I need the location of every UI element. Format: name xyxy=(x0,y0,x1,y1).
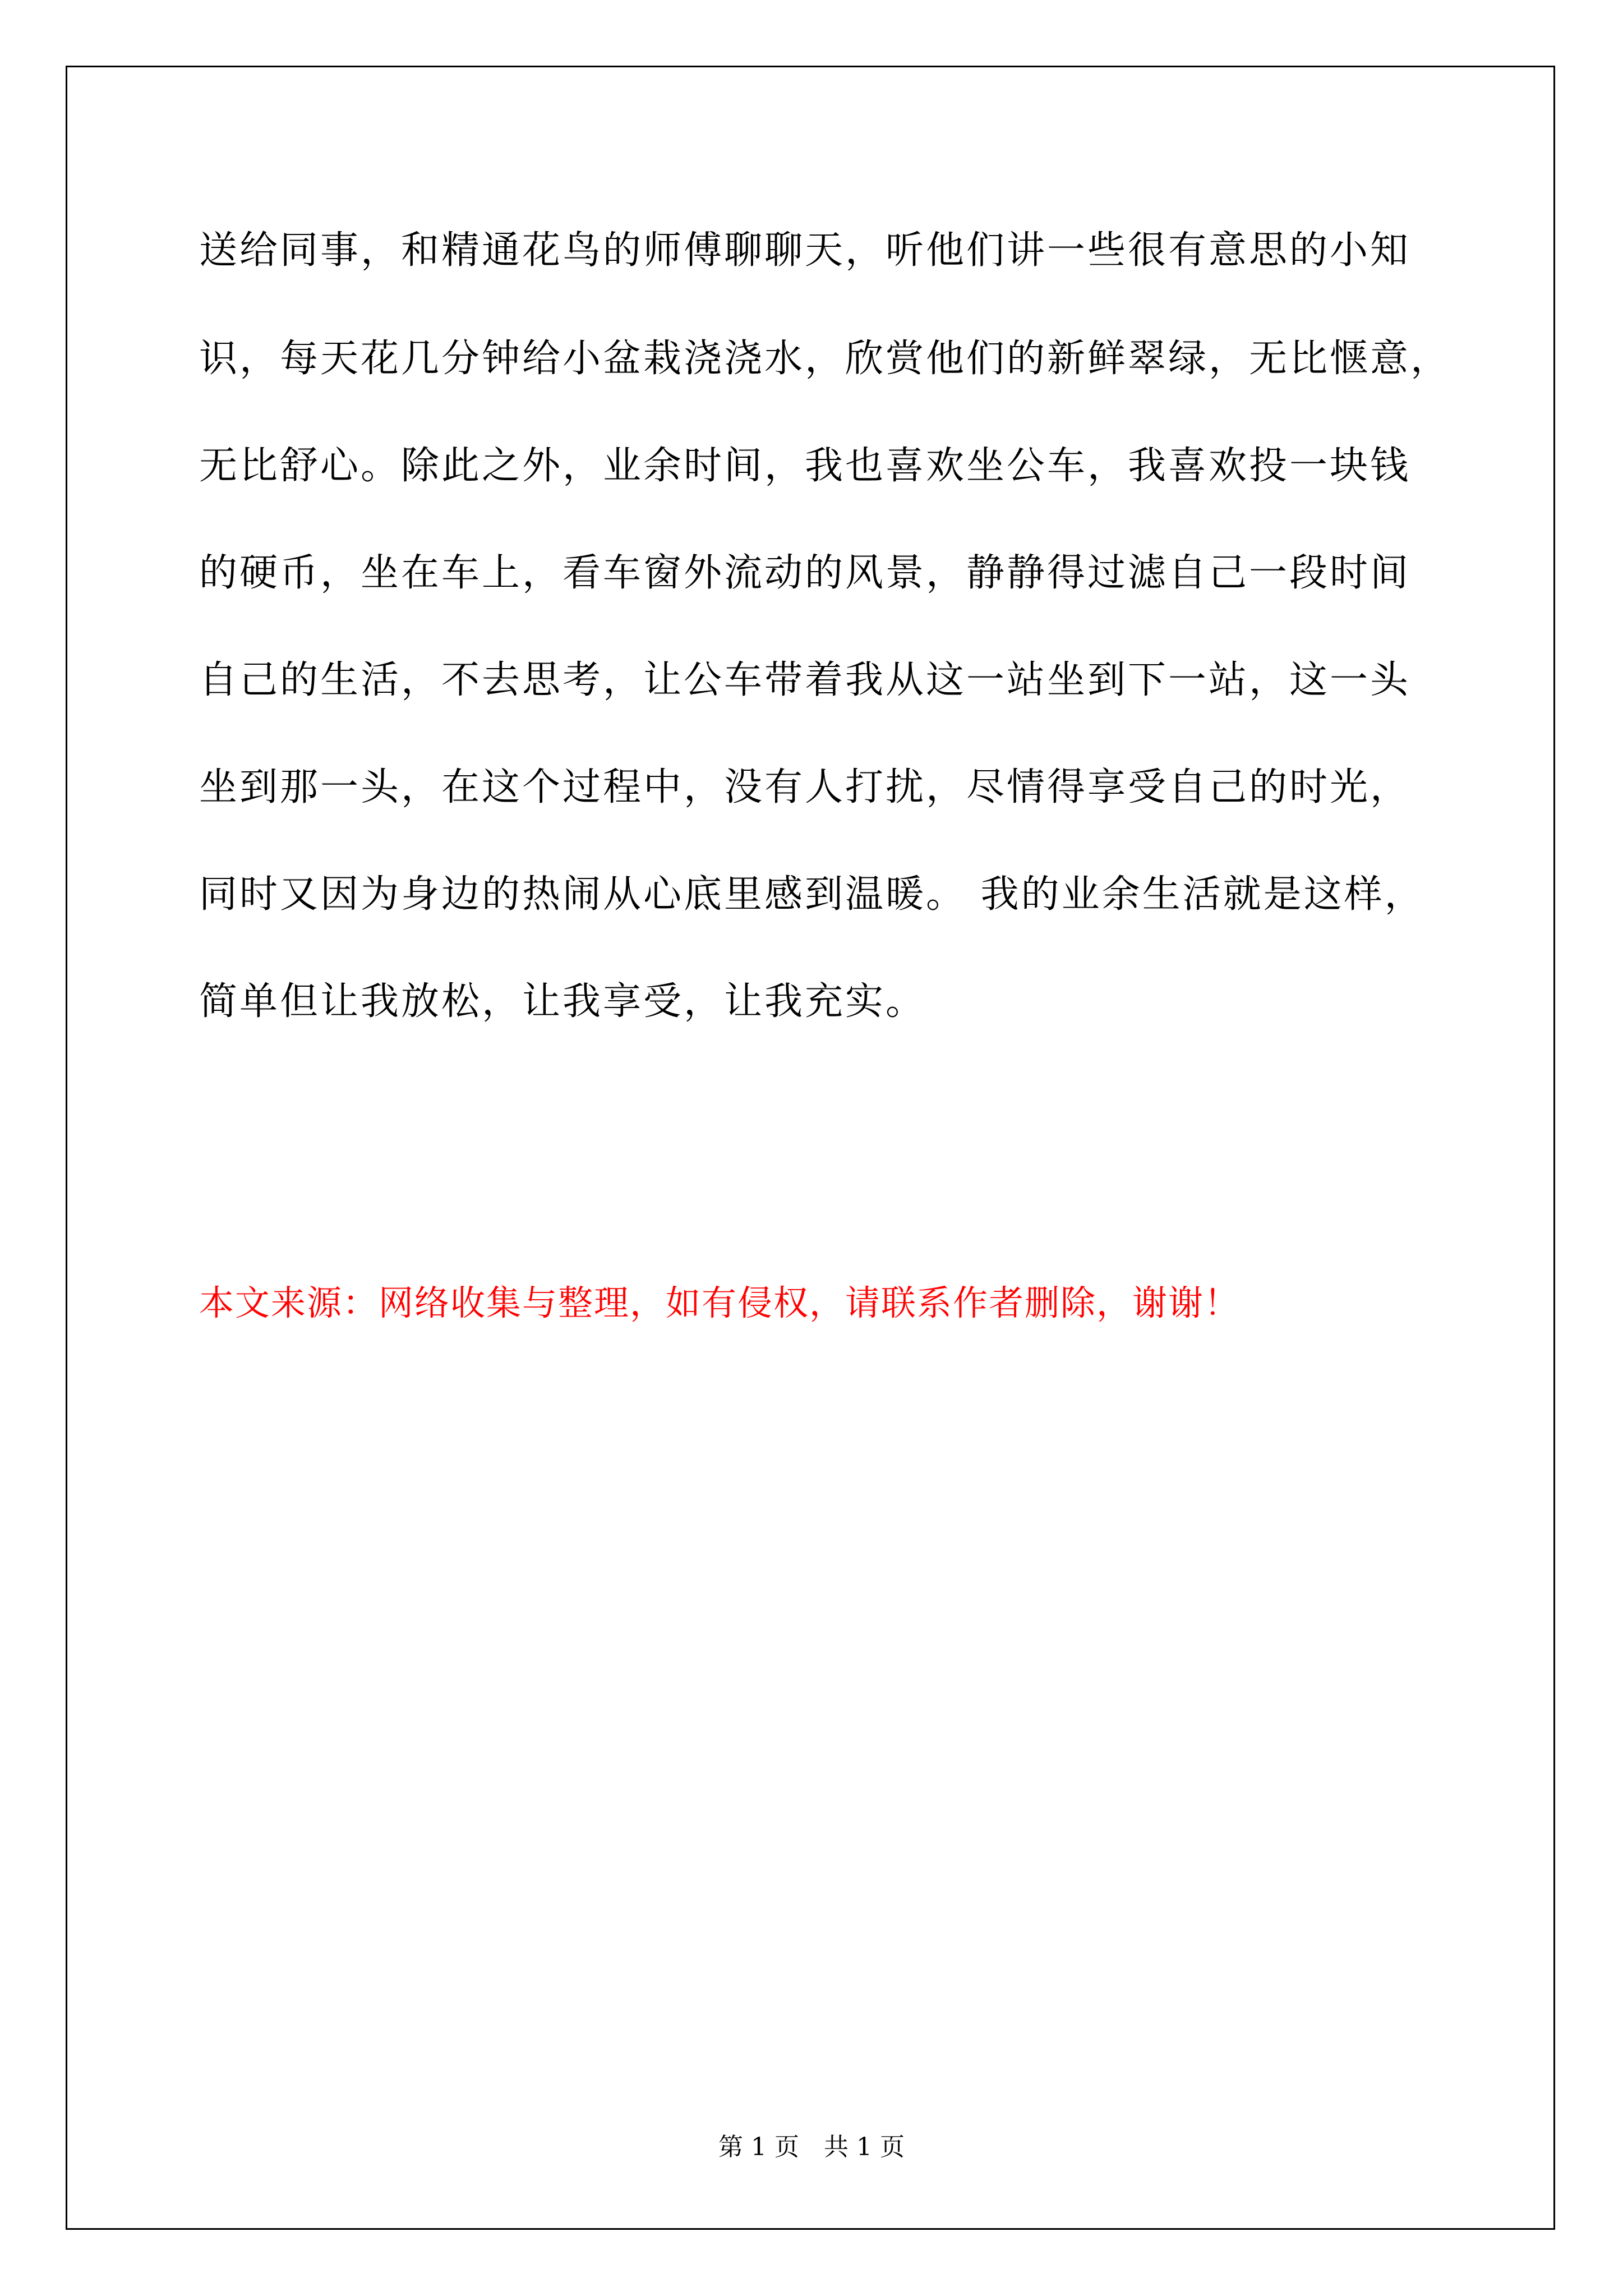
paragraph-line: 送给同事，和精通花鸟的师傅聊聊天，听他们讲一些很有意思的小知 xyxy=(199,228,1411,273)
paragraph-line: 简单但让我放松，让我享受，让我充实。 xyxy=(199,979,926,1024)
paragraph-line: 无比舒心。除此之外，业余时间，我也喜欢坐公车，我喜欢投一块钱 xyxy=(199,444,1411,488)
page-number-total: 共 1 页 xyxy=(824,2133,905,2161)
paragraph-line: 同时又因为身边的热闹从心底里感到温暖。 我的业余生活就是这样， xyxy=(199,872,1425,917)
source-disclaimer: 本文来源：网络收集与整理，如有侵权，请联系作者删除，谢谢！ xyxy=(199,1282,1241,1323)
paragraph-line: 的硬币，坐在车上，看车窗外流动的风景，静静得过滤自己一段时间 xyxy=(199,551,1411,595)
paragraph-line: 坐到那一头，在这个过程中，没有人打扰，尽情得享受自己的时光， xyxy=(199,765,1411,809)
paragraph-line: 识，每天花几分钟给小盆栽浇浇水，欣赏他们的新鲜翠绿，无比惬意， xyxy=(199,337,1451,381)
page-number-current: 第 1 页 xyxy=(718,2133,799,2161)
paragraph-line: 自己的生活，不去思考，让公车带着我从这一站坐到下一站，这一头 xyxy=(199,658,1411,702)
page-footer xyxy=(0,2132,1623,2163)
page-border xyxy=(66,66,1555,2230)
